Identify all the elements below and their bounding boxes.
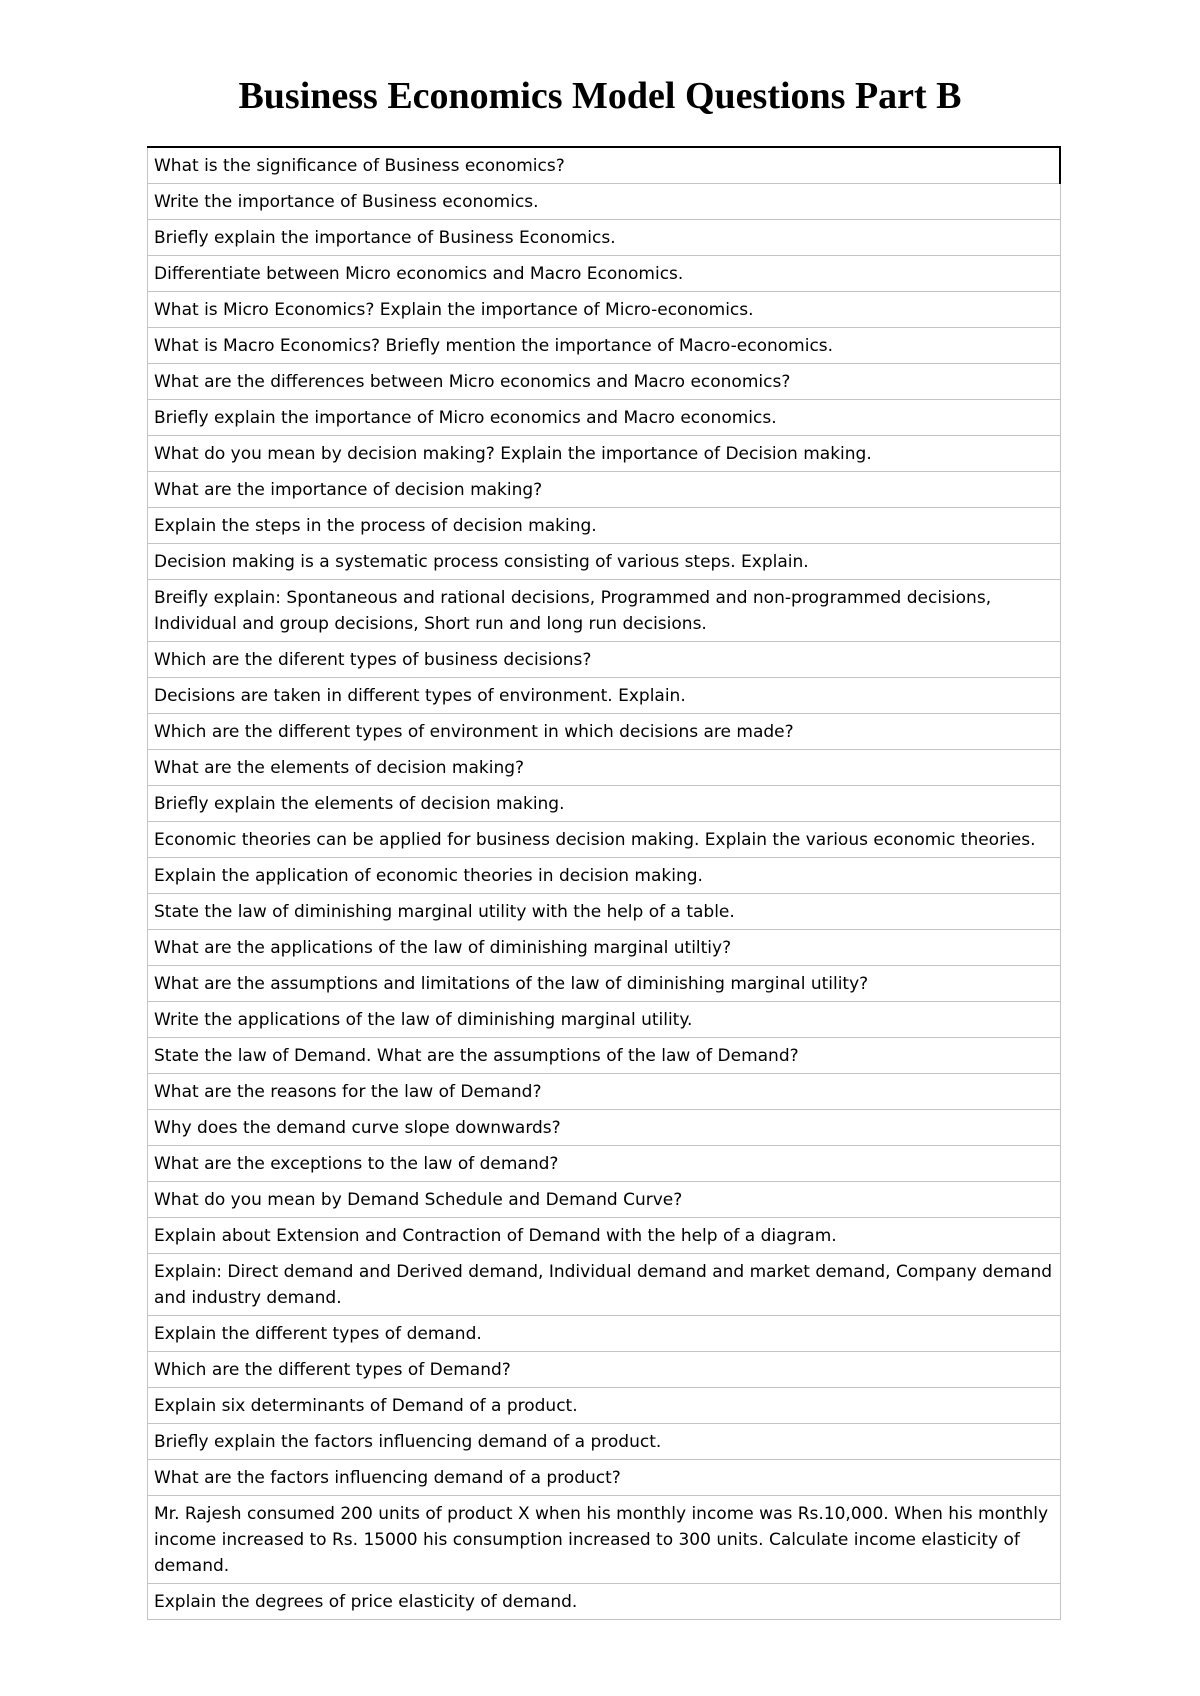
- question-cell: Which are the different types of Demand?: [148, 1352, 1061, 1388]
- table-row: [148, 364, 1061, 400]
- table-row: [148, 1352, 1061, 1388]
- table-row: [148, 436, 1061, 472]
- question-cell: Explain six determinants of Demand of a product.: [148, 1388, 1061, 1424]
- table-row: [148, 930, 1061, 966]
- questions-table: [147, 146, 1061, 1620]
- question-cell: What are the assumptions and limitations of the law of diminishing marginal utility?: [148, 966, 1061, 1002]
- table-row: [148, 714, 1061, 750]
- question-cell: Breifly explain: Spontaneous and rational decisions, Programmed and non-programmed decisions, Individual and group decisions, Short run and long run decisions.: [148, 580, 1061, 642]
- table-row: [148, 1460, 1061, 1496]
- question-cell: Briefly explain the factors influencing demand of a product.: [148, 1424, 1061, 1460]
- table-row: [148, 1110, 1061, 1146]
- table-row: [148, 858, 1061, 894]
- table-row: [148, 400, 1061, 436]
- question-cell: What are the factors influencing demand of a product?: [148, 1460, 1061, 1496]
- question-cell: What is the significance of Business economics?: [148, 147, 1061, 184]
- table-row: [148, 1316, 1061, 1352]
- question-cell: Which are the diferent types of business decisions?: [148, 642, 1061, 678]
- question-cell: Explain the application of economic theories in decision making.: [148, 858, 1061, 894]
- table-row: [148, 1002, 1061, 1038]
- question-cell: Decision making is a systematic process consisting of various steps. Explain.: [148, 544, 1061, 580]
- table-row: [148, 822, 1061, 858]
- question-cell: What do you mean by Demand Schedule and Demand Curve?: [148, 1182, 1061, 1218]
- table-row: [148, 894, 1061, 930]
- question-cell: What are the exceptions to the law of demand?: [148, 1146, 1061, 1182]
- table-row: [148, 1074, 1061, 1110]
- table-row: [148, 580, 1061, 642]
- table-row: [148, 220, 1061, 256]
- page-title: Business Economics Model Questions Part B: [238, 75, 962, 117]
- question-cell: What are the elements of decision making?: [148, 750, 1061, 786]
- table-row: [148, 786, 1061, 822]
- question-cell: Explain about Extension and Contraction of Demand with the help of a diagram.: [148, 1218, 1061, 1254]
- question-cell: Mr. Rajesh consumed 200 units of product X when his monthly income was Rs.10,000. When his monthly income increased to Rs. 15000 his consumption increased to 300 units. Calculate income elasticity of demand.: [148, 1496, 1061, 1584]
- question-cell: What is Micro Economics? Explain the importance of Micro-economics.: [148, 292, 1061, 328]
- question-cell: State the law of diminishing marginal utility with the help of a table.: [148, 894, 1061, 930]
- table-row: [148, 1496, 1061, 1584]
- question-cell: Briefly explain the importance of Micro economics and Macro economics.: [148, 400, 1061, 436]
- question-cell: Economic theories can be applied for business decision making. Explain the various economic theories.: [148, 822, 1061, 858]
- question-cell: Differentiate between Micro economics and Macro Economics.: [148, 256, 1061, 292]
- table-row: [148, 1182, 1061, 1218]
- table-row: [148, 184, 1061, 220]
- table-row: [148, 1424, 1061, 1460]
- question-cell: What are the applications of the law of diminishing marginal utiltiy?: [148, 930, 1061, 966]
- question-cell: Explain the steps in the process of decision making.: [148, 508, 1061, 544]
- table-row: [148, 1146, 1061, 1182]
- question-cell: Write the importance of Business economics.: [148, 184, 1061, 220]
- table-row: [148, 472, 1061, 508]
- table-row: [148, 256, 1061, 292]
- table-row: [148, 1388, 1061, 1424]
- question-cell: Briefly explain the importance of Business Economics.: [148, 220, 1061, 256]
- question-cell: Which are the different types of environment in which decisions are made?: [148, 714, 1061, 750]
- table-row: [148, 1218, 1061, 1254]
- question-cell: Explain the degrees of price elasticity of demand.: [148, 1584, 1061, 1620]
- question-cell: Explain: Direct demand and Derived demand, Individual demand and market demand, Company demand and industry demand.: [148, 1254, 1061, 1316]
- table-row: [148, 292, 1061, 328]
- question-cell: What are the differences between Micro economics and Macro economics?: [148, 364, 1061, 400]
- table-row: [148, 678, 1061, 714]
- table-row: [148, 508, 1061, 544]
- table-row: [148, 1584, 1061, 1620]
- question-cell: What do you mean by decision making? Explain the importance of Decision making.: [148, 436, 1061, 472]
- table-row: [148, 147, 1061, 184]
- table-row: [148, 966, 1061, 1002]
- question-cell: What are the reasons for the law of Demand?: [148, 1074, 1061, 1110]
- question-cell: Why does the demand curve slope downwards?: [148, 1110, 1061, 1146]
- table-row: [148, 328, 1061, 364]
- question-cell: Briefly explain the elements of decision making.: [148, 786, 1061, 822]
- questions-table-body: [148, 147, 1061, 1620]
- question-cell: Decisions are taken in different types of environment. Explain.: [148, 678, 1061, 714]
- table-row: [148, 750, 1061, 786]
- table-row: [148, 1254, 1061, 1316]
- question-cell: State the law of Demand. What are the assumptions of the law of Demand?: [148, 1038, 1061, 1074]
- question-cell: What is Macro Economics? Briefly mention the importance of Macro-economics.: [148, 328, 1061, 364]
- table-row: [148, 1038, 1061, 1074]
- question-cell: Explain the different types of demand.: [148, 1316, 1061, 1352]
- table-row: [148, 642, 1061, 678]
- question-cell: Write the applications of the law of diminishing marginal utility.: [148, 1002, 1061, 1038]
- question-cell: What are the importance of decision making?: [148, 472, 1061, 508]
- table-row: [148, 544, 1061, 580]
